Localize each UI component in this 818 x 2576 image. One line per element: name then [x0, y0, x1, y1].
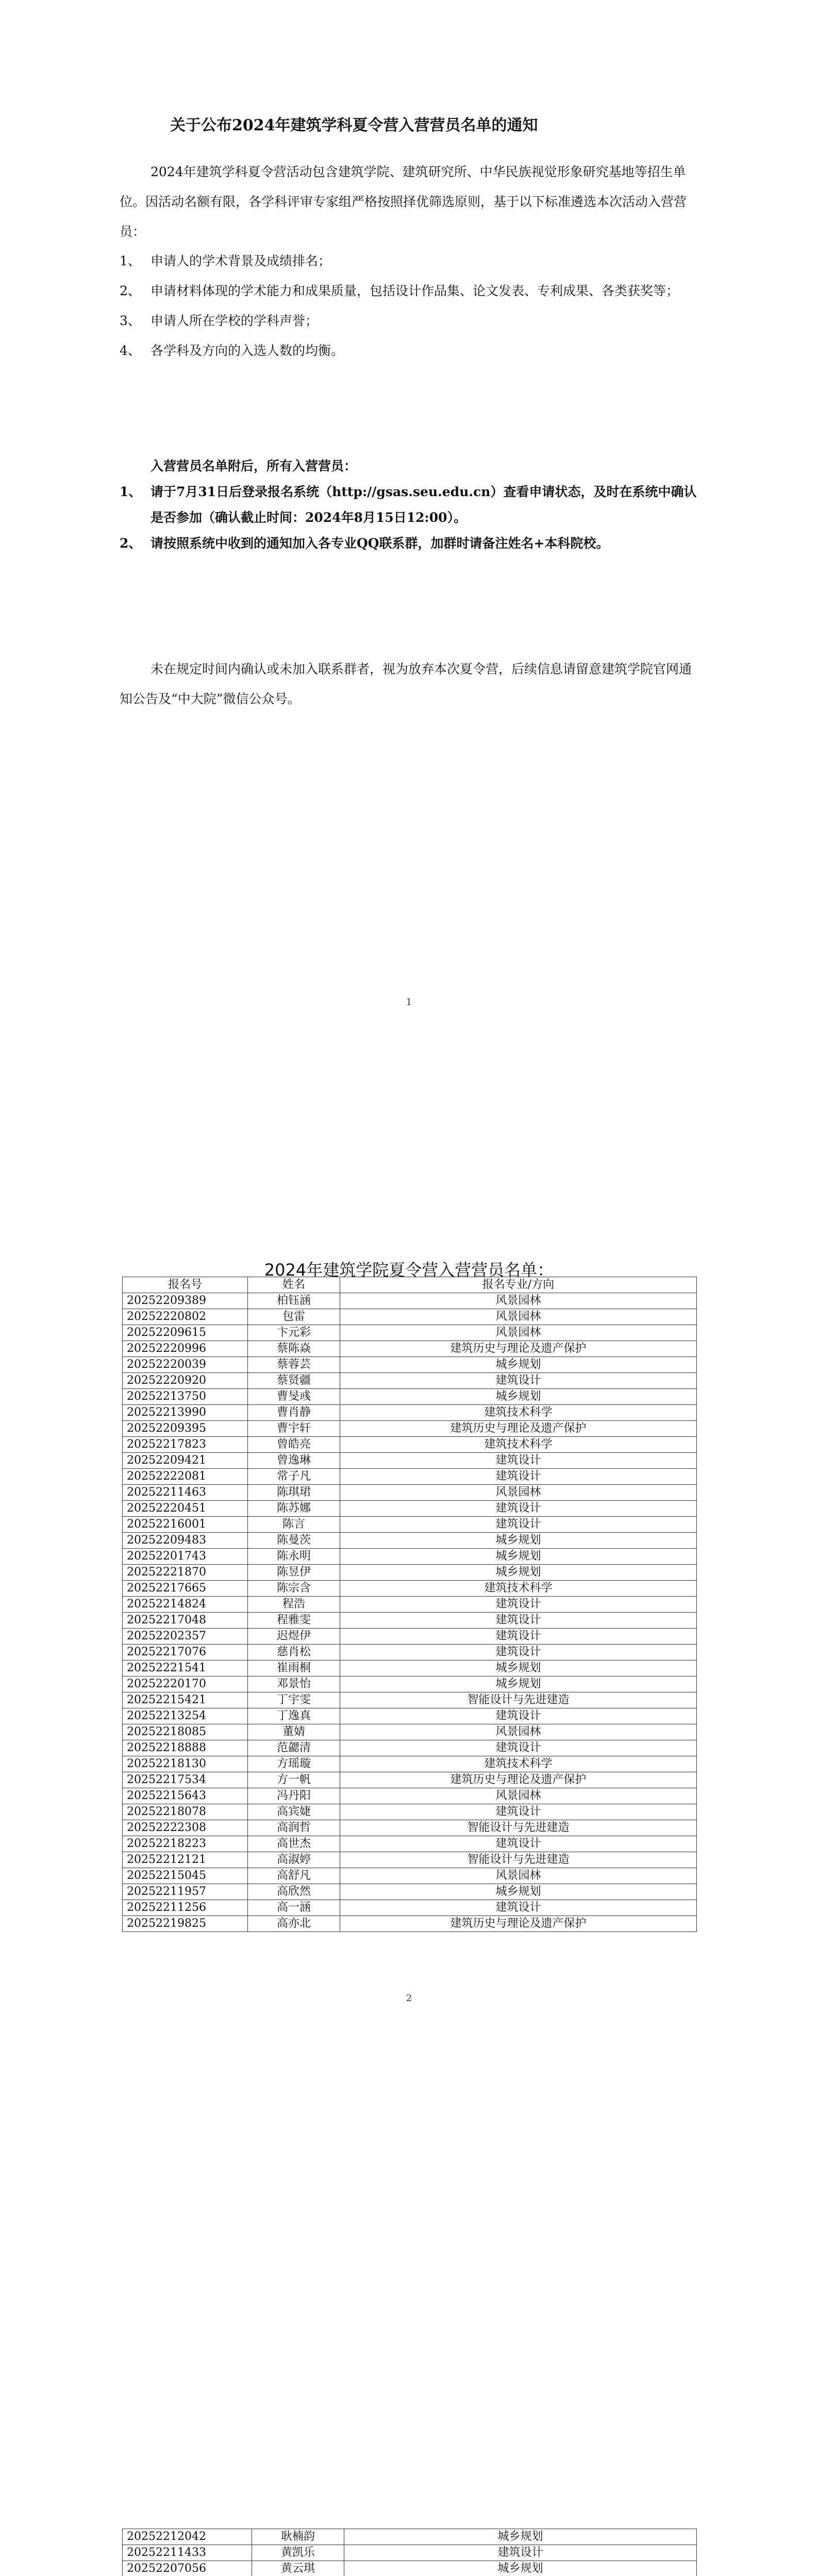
table-row: [123, 1916, 697, 1932]
student-name-cell: 曾皓亮: [248, 1437, 340, 1453]
column-header: 报名号: [123, 1277, 248, 1293]
table-row: [123, 1549, 697, 1565]
student-name-cell: 常子凡: [248, 1469, 340, 1485]
student-name-cell: 丁逸真: [248, 1708, 340, 1724]
student-name-cell: 高润哲: [248, 1820, 340, 1836]
student-name-cell: 蔡蓉芸: [248, 1357, 340, 1373]
registration-number-cell: 20252209483: [123, 1533, 248, 1549]
major-direction-cell: 风景园林: [340, 1293, 697, 1309]
table-row: [123, 1373, 697, 1389]
registration-number-cell: 20252220170: [123, 1676, 248, 1692]
major-direction-cell: 建筑历史与理论及遗产保护: [340, 1916, 697, 1932]
student-name-cell: 冯丹阳: [248, 1788, 340, 1804]
major-direction-cell: 建筑设计: [340, 1597, 697, 1613]
student-name-cell: 迟煜伊: [248, 1629, 340, 1645]
major-direction-cell: 城乡规划: [340, 1676, 697, 1692]
major-direction-cell: 建筑设计: [340, 1501, 697, 1517]
major-direction-cell: 城乡规划: [340, 1357, 697, 1373]
registration-number-cell: 20252215045: [123, 1868, 248, 1884]
table-row: [123, 1820, 697, 1836]
registration-number-cell: 20252215643: [123, 1788, 248, 1804]
major-direction-cell: 建筑历史与理论及遗产保护: [340, 1341, 697, 1357]
table-row: [123, 1533, 697, 1549]
major-direction-cell: 风景园林: [340, 1325, 697, 1341]
student-name-cell: 包雷: [248, 1309, 340, 1325]
table-row: [123, 1437, 697, 1453]
table-row: [123, 1868, 697, 1884]
student-name-cell: 范勰清: [248, 1740, 340, 1756]
roster-title: 2024年建筑学院夏令营入营营员名单：: [264, 1260, 554, 1280]
registration-number-cell: 20252215421: [123, 1692, 248, 1708]
student-name-cell: 程浩: [248, 1597, 340, 1613]
student-name-cell: 高欣然: [248, 1884, 340, 1900]
major-direction-cell: 建筑技术科学: [340, 1756, 697, 1772]
table-row: [123, 1325, 697, 1341]
registration-number-cell: 20252207056: [123, 2561, 252, 2576]
registration-number-cell: 20252218130: [123, 1756, 248, 1772]
major-direction-cell: 城乡规划: [340, 1549, 697, 1565]
table-row: [123, 2561, 697, 2576]
student-name-cell: 陈言: [248, 1517, 340, 1533]
major-direction-cell: 建筑历史与理论及遗产保护: [340, 1421, 697, 1437]
table-row: [123, 1597, 697, 1613]
registration-number-cell: 20252222081: [123, 1469, 248, 1485]
major-direction-cell: 风景园林: [340, 1868, 697, 1884]
student-name-cell: 程雅雯: [248, 1613, 340, 1629]
table-row: [123, 1660, 697, 1676]
major-direction-cell: 风景园林: [340, 1309, 697, 1325]
registration-number-cell: 20252218223: [123, 1836, 248, 1852]
registration-number-cell: 20252209389: [123, 1293, 248, 1309]
major-direction-cell: 建筑设计: [340, 1900, 697, 1916]
roster-table-page-2: [122, 1277, 697, 1932]
major-direction-cell: 城乡规划: [340, 1389, 697, 1405]
table-row: [123, 1501, 697, 1517]
registration-number-cell: 20252209615: [123, 1325, 248, 1341]
table-row: [123, 1772, 697, 1788]
student-name-cell: 蔡陈焱: [248, 1341, 340, 1357]
student-name-cell: 方一帆: [248, 1772, 340, 1788]
table-row: [123, 1884, 697, 1900]
criteria-item: 4、 各学科及方向的入选人数的均衡。: [120, 343, 344, 358]
student-name-cell: 陈宗含: [248, 1581, 340, 1597]
registration-number-cell: 20252220802: [123, 1309, 248, 1325]
table-row: [123, 1453, 697, 1469]
table-row: [123, 1629, 697, 1645]
major-direction-cell: 风景园林: [340, 1724, 697, 1740]
student-name-cell: 蔡贤疆: [248, 1373, 340, 1389]
table-row: [123, 1645, 697, 1660]
major-direction-cell: 城乡规划: [340, 1660, 697, 1676]
table-row: [123, 1389, 697, 1405]
student-name-cell: 曹肖静: [248, 1405, 340, 1421]
table-row: [123, 1613, 697, 1629]
registration-number-cell: 20252211433: [123, 2545, 252, 2561]
criteria-item: 1、 申请人的学术背景及成绩排名；: [120, 253, 331, 268]
registration-number-cell: 20252217823: [123, 1437, 248, 1453]
column-header: 报名专业/方向: [340, 1277, 697, 1293]
registration-number-cell: 20252209395: [123, 1421, 248, 1437]
table-row: [123, 1852, 697, 1868]
registration-number-cell: 20252212121: [123, 1852, 248, 1868]
major-direction-cell: 建筑历史与理论及遗产保护: [340, 1772, 697, 1788]
major-direction-cell: 城乡规划: [340, 1565, 697, 1581]
student-name-cell: 陈琪珺: [248, 1485, 340, 1501]
requirement-item: 2、 请按照系统中收到的通知加入各专业QQ联系群，加群时请备注姓名+本科院校。: [120, 536, 609, 551]
table-row: [123, 1836, 697, 1852]
registration-number-cell: 20252222308: [123, 1820, 248, 1836]
registration-number-cell: 20252211256: [123, 1900, 248, 1916]
table-row: [123, 2545, 697, 2561]
column-header: 姓名: [248, 1277, 340, 1293]
major-direction-cell: 风景园林: [340, 1485, 697, 1501]
registration-number-cell: 20252202357: [123, 1629, 248, 1645]
student-name-cell: 陈苏娜: [248, 1501, 340, 1517]
registration-number-cell: 20252217048: [123, 1613, 248, 1629]
registration-number-cell: 20252221870: [123, 1565, 248, 1581]
student-name-cell: 董婧: [248, 1724, 340, 1740]
student-name-cell: 高淑婷: [248, 1852, 340, 1868]
table-row: [123, 1421, 697, 1437]
table-row: [123, 1676, 697, 1692]
table-row: [123, 1740, 697, 1756]
registration-number-cell: 20252217534: [123, 1772, 248, 1788]
table-row: [123, 1405, 697, 1421]
table-row: [123, 1788, 697, 1804]
student-name-cell: 曹旻彧: [248, 1389, 340, 1405]
major-direction-cell: 建筑设计: [340, 1708, 697, 1724]
student-name-cell: 卞元彩: [248, 1325, 340, 1341]
table-row: [123, 1756, 697, 1772]
student-name-cell: 曹宇轩: [248, 1421, 340, 1437]
major-direction-cell: 建筑设计: [340, 1613, 697, 1629]
criteria-item: 3、 申请人所在学校的学科声誉；: [120, 313, 319, 328]
major-direction-cell: 智能设计与先进建造: [340, 1820, 697, 1836]
table-row: [123, 2529, 697, 2545]
major-direction-cell: 智能设计与先进建造: [340, 1852, 697, 1868]
major-direction-cell: 建筑技术科学: [340, 1437, 697, 1453]
major-direction-cell: 建筑设计: [340, 1517, 697, 1533]
attach-heading: 入营营员名单附后，所有入营营员：: [151, 459, 357, 473]
requirements-list: [120, 479, 697, 556]
major-direction-cell: 建筑设计: [340, 1645, 697, 1660]
registration-number-cell: 20252221541: [123, 1660, 248, 1676]
table-row: [123, 1341, 697, 1357]
student-name-cell: 崔雨桐: [248, 1660, 340, 1676]
criteria-list: [120, 246, 697, 366]
table-row: [123, 1724, 697, 1740]
table-row: [123, 1293, 697, 1309]
major-direction-cell: 建筑设计: [340, 1453, 697, 1469]
requirement-item: 1、 请于7月31日后登录报名系统（http://gsas.seu.edu.cn）查看申请状态，及时在系统中确认是否参加（确认截止时间：2024年8月15日12:00）。: [120, 484, 697, 525]
student-name-cell: 黄凯乐: [252, 2545, 344, 2561]
registration-number-cell: 20252213254: [123, 1708, 248, 1724]
page-number: 2: [406, 1993, 412, 2004]
major-direction-cell: 建筑设计: [344, 2545, 697, 2561]
registration-number-cell: 20252211957: [123, 1884, 248, 1900]
major-direction-cell: 建筑设计: [340, 1469, 697, 1485]
table-row: [123, 1900, 697, 1916]
notice-closing: 未在规定时间内确认或未加入联系群者，视为放弃本次夏令营，后续信息请留意建筑学院官网通知公告及“中大院”微信公众号。: [120, 662, 692, 706]
table-row: [123, 1581, 697, 1597]
registration-number-cell: 20252212042: [123, 2529, 252, 2545]
notice-intro: 2024年建筑学科夏令营活动包含建筑学院、建筑研究所、中华民族视觉形象研究基地等招生单位。因活动名额有限，各学科评审专家组严格按照择优筛选原则，基于以下标准遴选本次活动入营营员：: [120, 164, 687, 239]
registration-number-cell: 20252217665: [123, 1581, 248, 1597]
student-name-cell: 方瑶璇: [248, 1756, 340, 1772]
registration-number-cell: 20252218888: [123, 1740, 248, 1756]
registration-number-cell: 20252219825: [123, 1916, 248, 1932]
major-direction-cell: 风景园林: [340, 1788, 697, 1804]
major-direction-cell: 建筑技术科学: [340, 1405, 697, 1421]
student-name-cell: 丁宇雯: [248, 1692, 340, 1708]
student-name-cell: 柏钰涵: [248, 1293, 340, 1309]
student-name-cell: 耿楠韵: [252, 2529, 344, 2545]
major-direction-cell: 城乡规划: [340, 1884, 697, 1900]
table-row: [123, 1469, 697, 1485]
major-direction-cell: 城乡规划: [344, 2561, 697, 2576]
major-direction-cell: 建筑设计: [340, 1629, 697, 1645]
registration-number-cell: 20252213750: [123, 1389, 248, 1405]
major-direction-cell: 建筑设计: [340, 1740, 697, 1756]
student-name-cell: 高舒凡: [248, 1868, 340, 1884]
registration-number-cell: 20252201743: [123, 1549, 248, 1565]
registration-number-cell: 20252220920: [123, 1373, 248, 1389]
table-row: [123, 1357, 697, 1373]
registration-number-cell: 20252218078: [123, 1804, 248, 1820]
major-direction-cell: 智能设计与先进建造: [340, 1692, 697, 1708]
student-name-cell: 高世杰: [248, 1836, 340, 1852]
major-direction-cell: 建筑设计: [340, 1373, 697, 1389]
registration-number-cell: 20252217076: [123, 1645, 248, 1660]
notice-title: 关于公布2024年建筑学科夏令营入营营员名单的通知: [170, 116, 538, 134]
table-row: [123, 1485, 697, 1501]
registration-number-cell: 20252209421: [123, 1453, 248, 1469]
major-direction-cell: 城乡规划: [340, 1533, 697, 1549]
registration-number-cell: 20252213990: [123, 1405, 248, 1421]
student-name-cell: 陈永明: [248, 1549, 340, 1565]
registration-number-cell: 20252218085: [123, 1724, 248, 1740]
table-row: [123, 1517, 697, 1533]
registration-number-cell: 20252220039: [123, 1357, 248, 1373]
student-name-cell: 高宾婕: [248, 1804, 340, 1820]
table-row: [123, 1309, 697, 1325]
major-direction-cell: 城乡规划: [344, 2529, 697, 2545]
registration-number-cell: 20252214824: [123, 1597, 248, 1613]
student-name-cell: 高一涵: [248, 1900, 340, 1916]
criteria-item: 2、 申请材料体现的学术能力和成果质量，包括设计作品集、论文发表、专利成果、各类获奖等；: [120, 283, 679, 298]
major-direction-cell: 建筑设计: [340, 1836, 697, 1852]
registration-number-cell: 20252211463: [123, 1485, 248, 1501]
student-name-cell: 曾逸琳: [248, 1453, 340, 1469]
table-row: [123, 1692, 697, 1708]
student-name-cell: 邓景怡: [248, 1676, 340, 1692]
student-name-cell: 黄云琪: [252, 2561, 344, 2576]
major-direction-cell: 建筑技术科学: [340, 1581, 697, 1597]
student-name-cell: 陈昱伊: [248, 1565, 340, 1581]
table-header-row: [123, 1277, 697, 1293]
table-row: [123, 1565, 697, 1581]
page-number: 1: [406, 997, 412, 1008]
registration-number-cell: 20252220451: [123, 1501, 248, 1517]
table-row: [123, 1708, 697, 1724]
registration-number-cell: 20252220996: [123, 1341, 248, 1357]
registration-number-cell: 20252216001: [123, 1517, 248, 1533]
major-direction-cell: 建筑设计: [340, 1804, 697, 1820]
table-row: [123, 1804, 697, 1820]
student-name-cell: 慈肖松: [248, 1645, 340, 1660]
student-name-cell: 高亦北: [248, 1916, 340, 1932]
roster-table-page-3: [122, 2529, 697, 2576]
student-name-cell: 陈曼茨: [248, 1533, 340, 1549]
